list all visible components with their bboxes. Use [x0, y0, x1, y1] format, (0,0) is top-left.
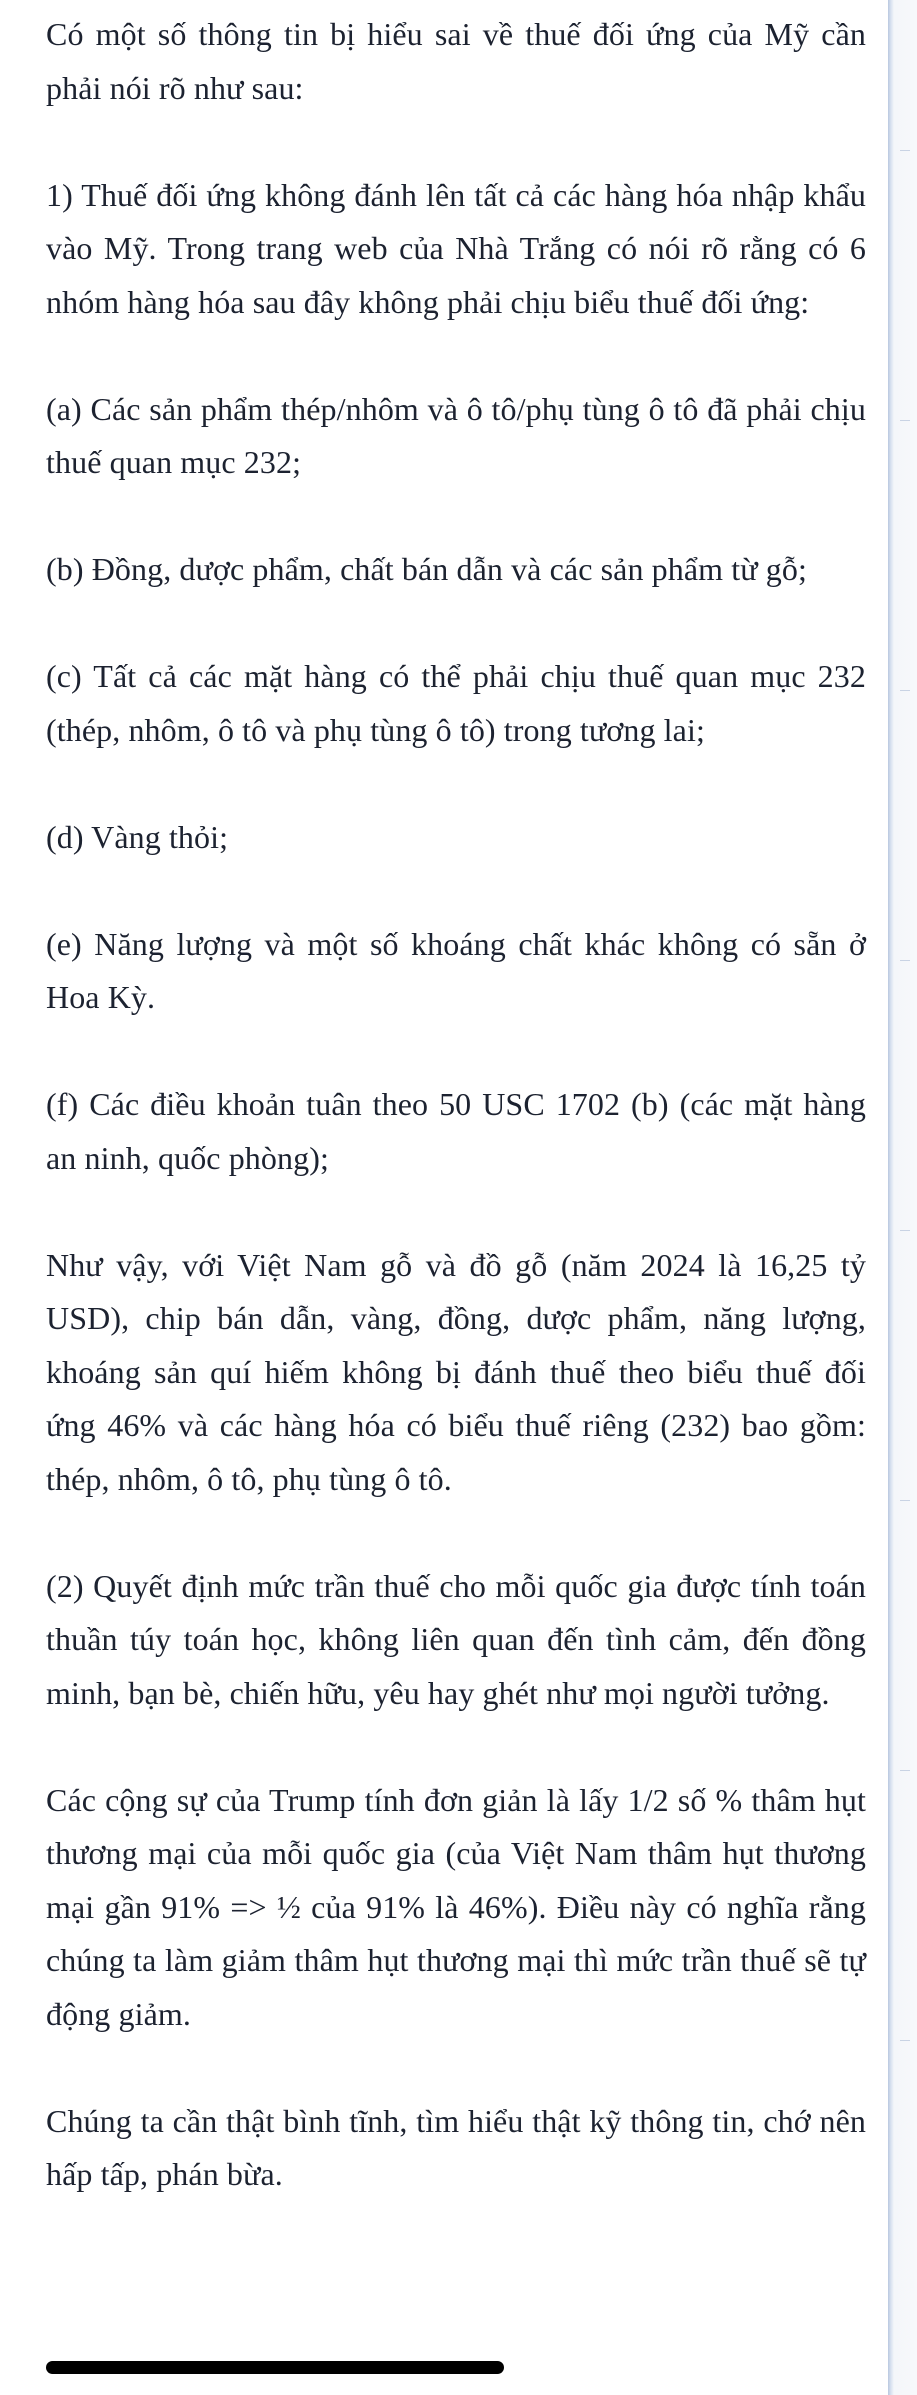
intro-paragraph: Có một số thông tin bị hiểu sai về thuế đối ứng của Mỹ cần phải nói rõ như sau: — [46, 16, 866, 106]
item-d-paragraph: (d) Vàng thỏi; — [46, 818, 229, 855]
item-b-paragraph: (b) Đồng, dược phẩm, chất bán dẫn và các sản phẩm từ gỗ; — [46, 551, 807, 587]
vietnam-summary-paragraph: Như vậy, với Việt Nam gỗ và đồ gỗ (năm 2024 là 16,25 tỷ USD), chip bán dẫn, vàng, đồng, dược phẩm, năng lượng, khoáng sản quí hiếm không bị đánh thuế theo biểu thuế đối ứng 46% và các hàng hóa có biểu thuế riêng (232) bao gồm: thép, nhôm, ô tô, phụ tùng ô tô. — [46, 1246, 866, 1497]
item-e-paragraph: (e) Năng lượng và một số khoáng chất khác không có sẵn ở Hoa Kỳ. — [46, 925, 866, 1015]
item-f-paragraph: (f) Các điều khoản tuân theo 50 USC 1702 (b) (các mặt hàng an ninh, quốc phòng); — [46, 1086, 866, 1176]
point-1-paragraph: 1) Thuế đối ứng không đánh lên tất cả các hàng hóa nhập khẩu vào Mỹ. Trong trang web của Nhà Trắng có nói rõ rằng có 6 nhóm hàng hóa sau đây không phải chịu biểu thuế đối ứng: — [46, 176, 866, 320]
item-c-paragraph: (c) Tất cả các mặt hàng có thể phải chịu thuế quan mục 232 (thép, nhôm, ô tô và phụ tùng ô tô) trong tương lai; — [46, 658, 866, 748]
page-side-margin — [888, 0, 917, 2395]
conclusion-paragraph: Chúng ta cần thật bình tĩnh, tìm hiểu thật kỹ thông tin, chớ nên hấp tấp, phán bừa. — [46, 2102, 866, 2192]
calculation-paragraph: Các cộng sự của Trump tính đơn giản là lấy 1/2 số % thâm hụt thương mại của mỗi quốc gia (của Việt Nam thâm hụt thương mại gần 91% => ½ của 91% là 46%). Điều này có nghĩa rằng chúng ta làm giảm thâm hụt thương mại thì mức trần thuế sẽ tự động giảm. — [46, 1781, 866, 2032]
item-a-paragraph: (a) Các sản phẩm thép/nhôm và ô tô/phụ tùng ô tô đã phải chịu thuế quan mục 232; — [46, 390, 866, 480]
article-body — [46, 8, 866, 2202]
home-indicator-bar[interactable] — [46, 2361, 504, 2374]
point-2-paragraph: (2) Quyết định mức trần thuế cho mỗi quốc gia được tính toán thuần túy toán học, không liên quan đến tình cảm, đến đồng minh, bạn bè, chiến hữu, yêu hay ghét như mọi người tưởng. — [46, 1567, 866, 1711]
